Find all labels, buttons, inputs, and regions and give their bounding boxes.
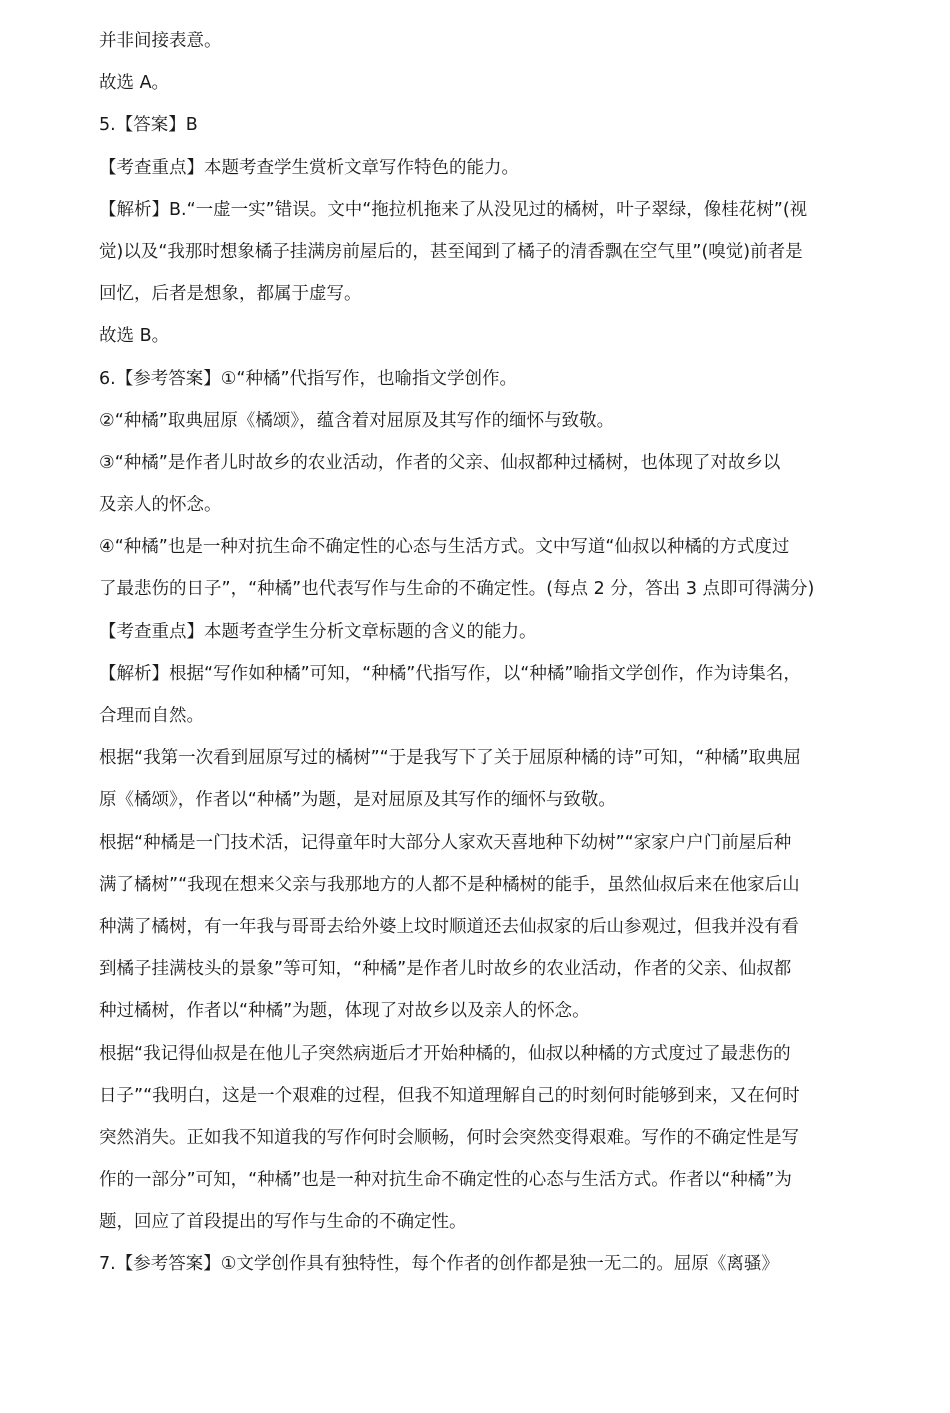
answer-heading: 7.【参考答案】①文学创作具有独特性，每个作者的创作都是独一无二的。屈原《离骚》 [99, 1254, 779, 1275]
text-line: 原《橘颂》，作者以“种橘”为题，是对屈原及其写作的缅怀与致敬。 [99, 790, 616, 811]
text-line: 突然消失。正如我不知道我的写作何时会顺畅，何时会突然变得艰难。写作的不确定性是写 [99, 1127, 799, 1148]
text-line: ③“种橘”是作者儿时故乡的农业活动，作者的父亲、仙叔都种过橘树，也体现了对故乡以 [99, 452, 781, 473]
answer-heading: 6.【参考答案】①“种橘”代指写作，也喻指文学创作。 [99, 368, 518, 389]
text-line: 故选 B。 [99, 326, 170, 347]
text-line: 根据“我第一次看到屈原写过的橘树”“于是我写下了关于屈原种橘的诗”可知，“种橘”取典屈 [99, 748, 801, 769]
text-line: 种满了橘树，有一年我与哥哥去给外婆上坟时顺道还去仙叔家的后山参观过，但我并没有看 [99, 916, 799, 937]
text-line: 根据“种橘是一门技术活，记得童年时大部分人家欢天喜地种下幼树”“家家户户门前屋后种 [99, 832, 792, 853]
text-line: 题，回应了首段提出的写作与生命的不确定性。 [99, 1212, 467, 1233]
text-line: ②“种橘”取典屈原《橘颂》，蕴含着对屈原及其写作的缅怀与致敬。 [99, 410, 615, 431]
answer-heading: 5.【答案】B [99, 115, 198, 136]
text-line: 根据“我记得仙叔是在他儿子突然病逝后才开始种橘的，仙叔以种橘的方式度过了最悲伤的 [99, 1043, 791, 1064]
text-line: 了最悲伤的日子”，“种橘”也代表写作与生命的不确定性。(每点 2 分，答出 3 点即可得满分) [99, 579, 815, 600]
text-line: 觉)以及“我那时想象橘子挂满房前屋后的，甚至闻到了橘子的清香飘在空气里”(嗅觉)前者是 [99, 241, 803, 262]
text-line: 到橘子挂满枝头的景象”等可知，“种橘”是作者儿时故乡的农业活动，作者的父亲、仙叔都 [99, 959, 792, 980]
text-line: 种过橘树，作者以“种橘”为题，体现了对故乡以及亲人的怀念。 [99, 1001, 590, 1022]
text-line: 【考查重点】本题考查学生分析文章标题的含义的能力。 [99, 621, 537, 642]
text-line: 【解析】B.“一虚一实”错误。文中“拖拉机拖来了从没见过的橘树，叶子翠绿，像桂花树”(视 [99, 199, 808, 220]
text-line: 满了橘树”“我现在想来父亲与我那地方的人都不是种橘树的能手，虽然仙叔后来在他家后山 [99, 874, 800, 895]
text-line: 日子”“我明白，这是一个艰难的过程，但我不知道理解自己的时刻何时能够到来，又在何时 [99, 1085, 800, 1106]
text-line: 并非间接表意。 [99, 31, 222, 51]
text-line: 【考查重点】本题考查学生赏析文章写作特色的能力。 [99, 157, 519, 178]
document-page [99, 20, 851, 1286]
text-line: 故选 A。 [99, 73, 170, 94]
text-line: 合理而自然。 [99, 706, 204, 726]
text-line: ④“种橘”也是一种对抗生命不确定性的心态与生活方式。文中写道“仙叔以种橘的方式度过 [99, 537, 790, 558]
text-line: 回忆，后者是想象，都属于虚写。 [99, 284, 362, 305]
text-line: 作的一部分”可知，“种橘”也是一种对抗生命不确定性的心态与生活方式。作者以“种橘”为 [99, 1170, 792, 1191]
text-line: 【解析】根据“写作如种橘”可知，“种橘”代指写作，以“种橘”喻指文学创作，作为诗集名， [99, 663, 801, 684]
text-line: 及亲人的怀念。 [99, 495, 222, 516]
